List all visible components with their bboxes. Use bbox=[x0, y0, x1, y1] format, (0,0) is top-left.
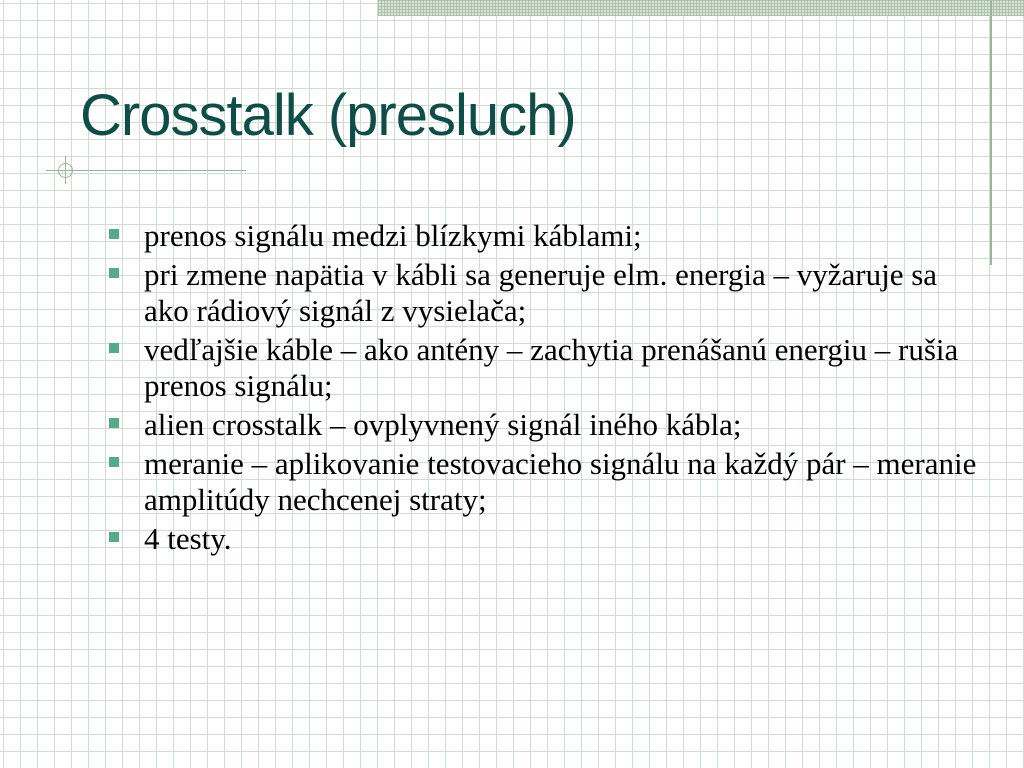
bullet-item bbox=[108, 332, 988, 404]
square-bullet-icon bbox=[109, 268, 119, 278]
slide-title: Crosstalk (presluch) bbox=[80, 83, 576, 148]
bullet-text: prenos signálu medzi blízkymi káblami; bbox=[144, 218, 642, 253]
bullet-item bbox=[108, 218, 988, 254]
bullet-item bbox=[108, 257, 988, 329]
square-bullet-icon bbox=[109, 418, 119, 428]
square-bullet-icon bbox=[109, 457, 119, 467]
bullet-text: meranie – aplikovanie testovacieho signálu na každý pár – meranie amplitúdy nechcenej straty; bbox=[144, 446, 977, 517]
crosshair-line-icon bbox=[65, 156, 66, 184]
bullet-item bbox=[108, 407, 988, 443]
square-bullet-icon bbox=[109, 532, 119, 542]
bullet-text: 4 testy. bbox=[144, 521, 232, 556]
bullet-text: alien crosstalk – ovplyvnený signál iného kábla; bbox=[144, 407, 742, 442]
title-underline-rule bbox=[46, 170, 246, 171]
square-bullet-icon bbox=[109, 343, 119, 353]
bullet-text: pri zmene napätia v kábli sa generuje elm. energia – vyžaruje sa ako rádiový signál z vysielača; bbox=[144, 257, 938, 328]
decorative-top-band bbox=[378, 0, 1024, 16]
bullet-item bbox=[108, 521, 988, 557]
bullet-list bbox=[108, 218, 988, 560]
bullet-item bbox=[108, 446, 988, 518]
decorative-right-rule bbox=[990, 0, 992, 265]
bullet-text: vedľajšie káble – ako antény – zachytia prenášanú energiu – rušia prenos signálu; bbox=[144, 332, 959, 403]
square-bullet-icon bbox=[109, 229, 119, 239]
